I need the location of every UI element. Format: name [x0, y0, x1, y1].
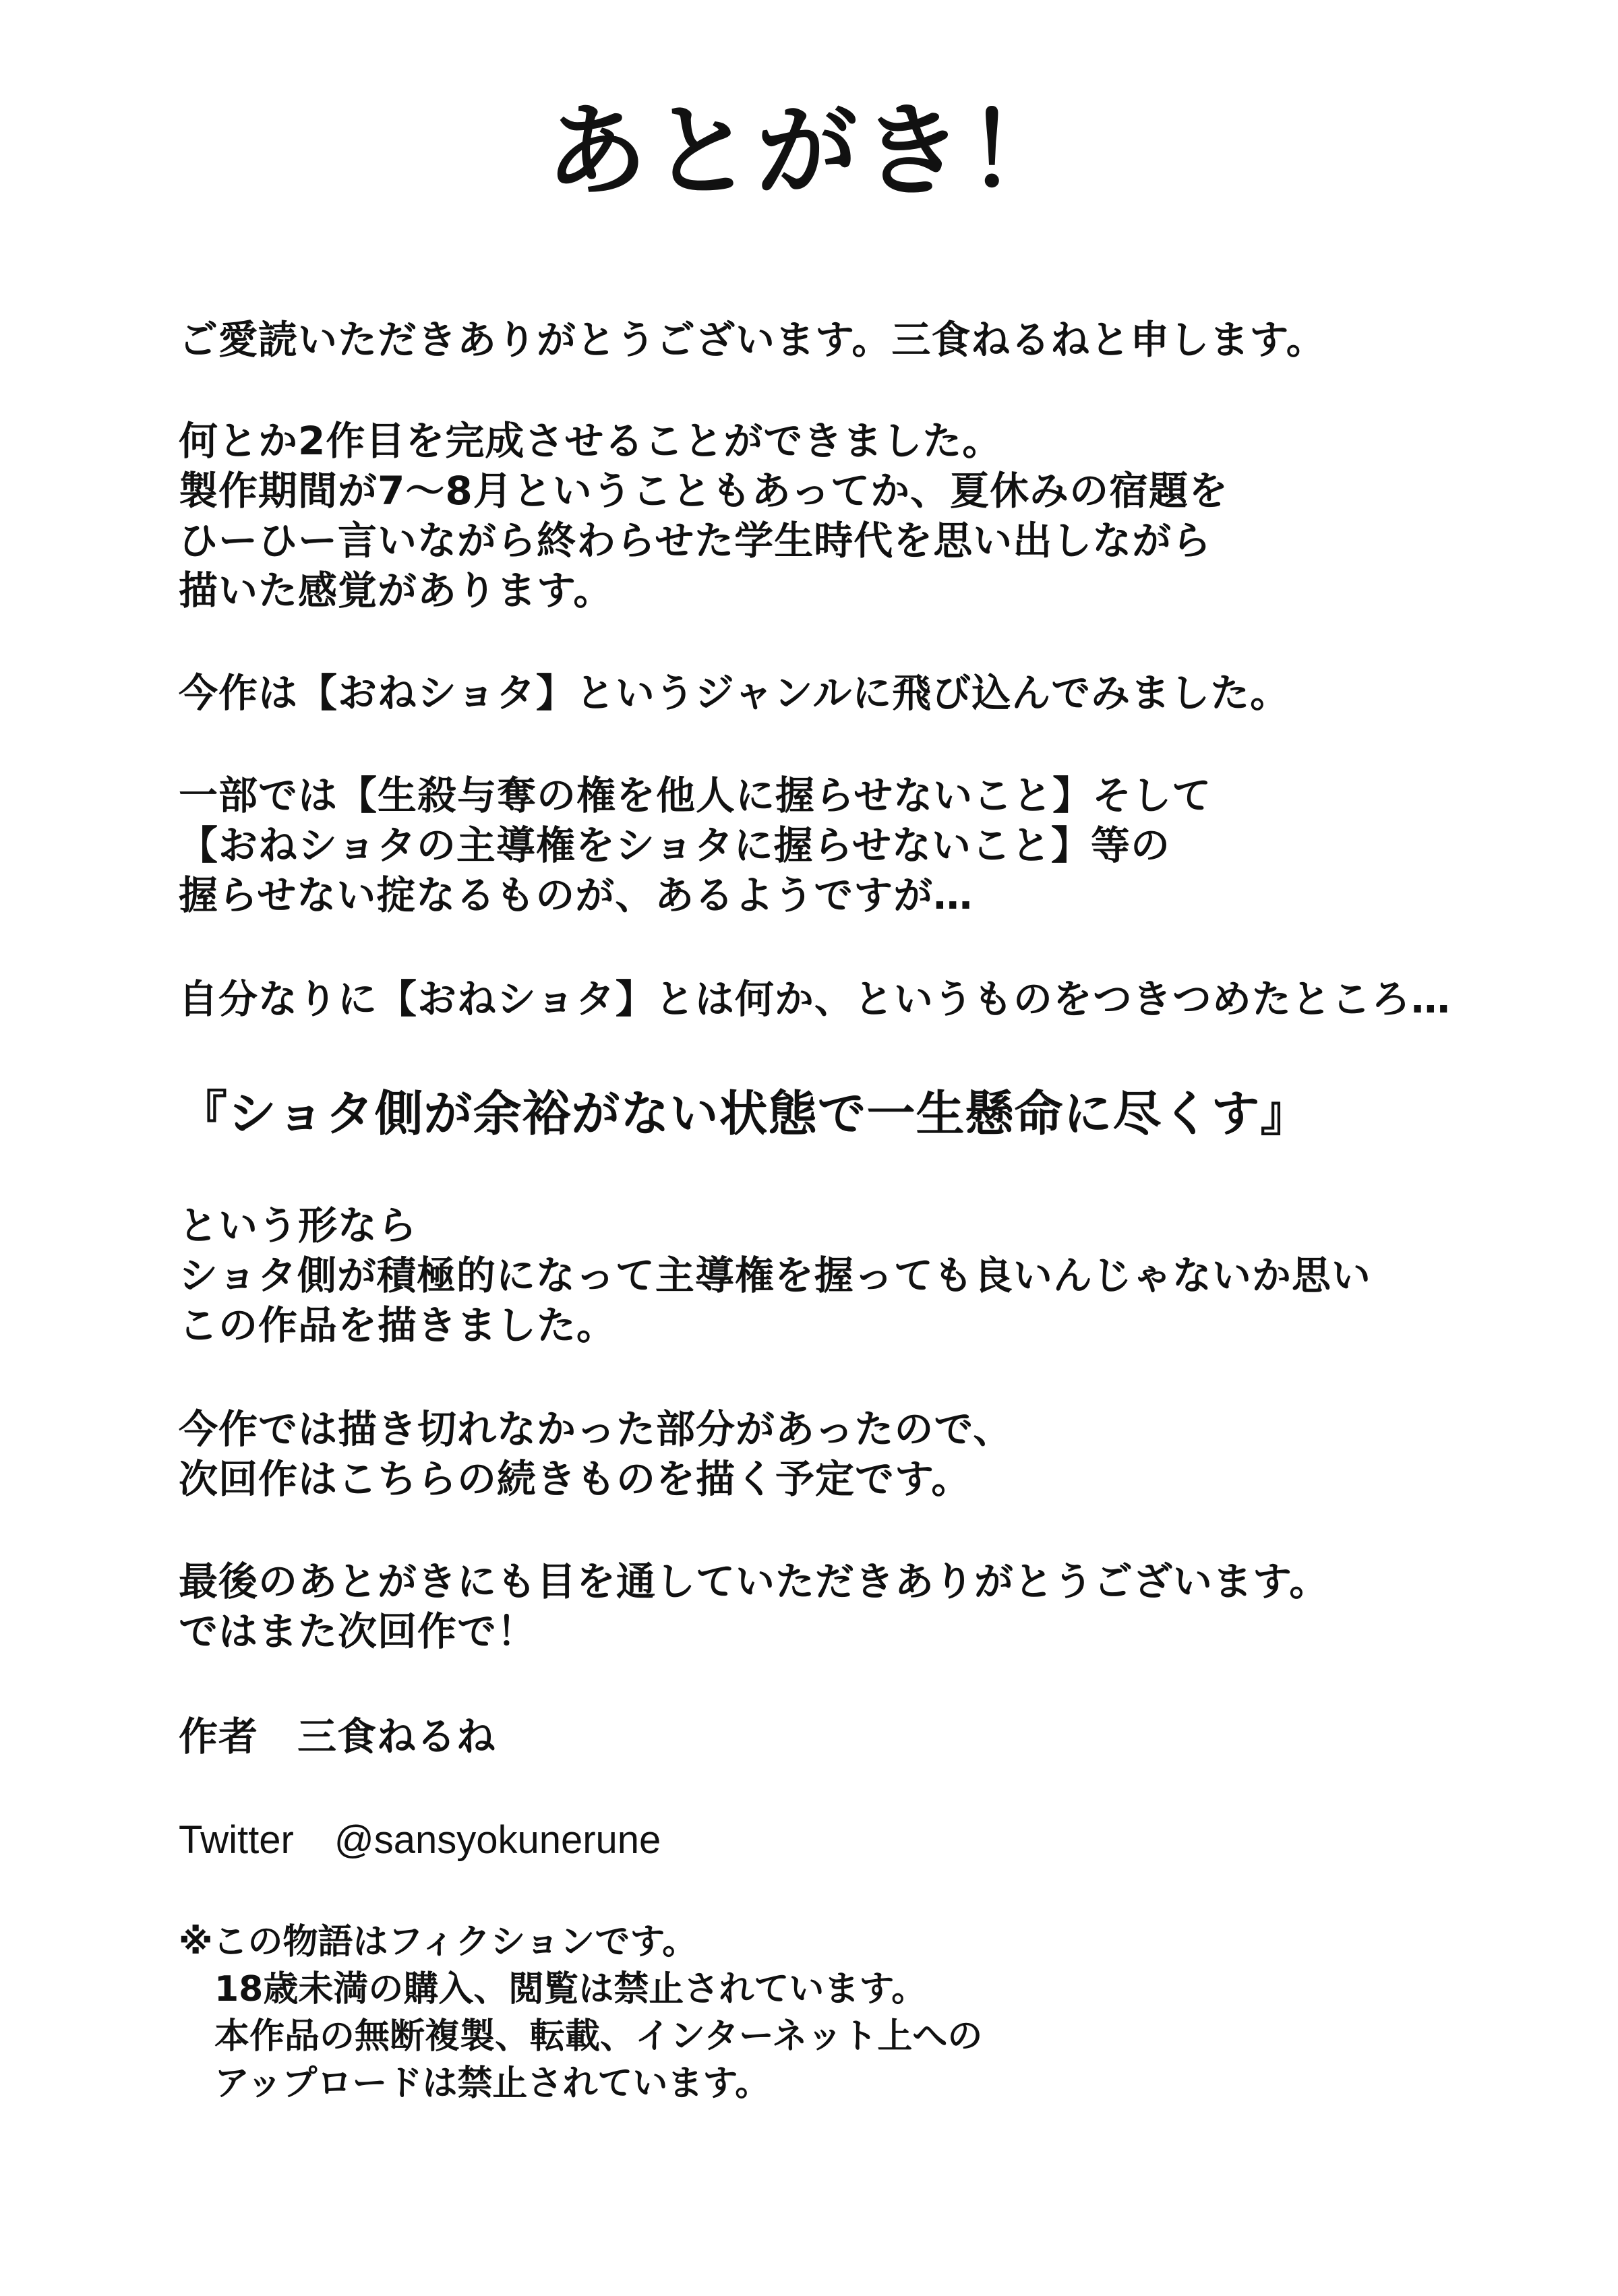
author-credit [179, 1714, 496, 1759]
body-line: 今作では描き切れなかった部分があったので、 [179, 1406, 1013, 1452]
body-line: ひーひー言いながら終わらせた学生時代を思い出しながら [179, 518, 1212, 564]
body-line: この作品を描きました。 [179, 1302, 617, 1348]
body-line: 製作期間が7～8月ということもあってか、夏休みの宿題を [179, 468, 1229, 514]
body-line: 握らせない掟なるものが、あるようですが… [179, 872, 973, 918]
disclaimer-line: 本作品の無断複製、転載、インターネット上への [214, 2016, 983, 2057]
body-line: 【おねショタの主導権をショタに握らせないこと】等の [179, 822, 1170, 868]
body-line: 自分なりに【おねショタ】とは何か、というものをつきつめたところ… [179, 976, 1451, 1022]
disclaimer-line: ※この物語はフィクションです。 [179, 1922, 698, 1962]
body-line: 次回作はこちらの続きものを描く予定です。 [179, 1456, 971, 1502]
greeting-line: ご愛読いただきありがとうございます。三食ねるねと申します。 [179, 317, 1326, 363]
twitter-label: Twitter [179, 1818, 294, 1862]
page-title: あとがき！ [545, 93, 1072, 210]
body-line: ではまた次回作で！ [179, 1608, 537, 1654]
author-label: 作者 [179, 1714, 259, 1759]
body-line: 今作は【おねショタ】というジャンルに飛び込んでみました。 [179, 670, 1290, 716]
author-name: 三食ねるね [297, 1714, 497, 1759]
body-line: 何とか2作目を完成させることができました。 [179, 418, 1002, 464]
twitter-handle: @sansyokunerune [334, 1818, 661, 1862]
body-line: ショタ側が積極的になって主導権を握っても良いんじゃないか思い [179, 1252, 1371, 1298]
disclaimer-line: アップロードは禁止されています。 [214, 2063, 771, 2104]
emphasis-quote: 『ショタ側が余裕がない状態で一生懸命に尽くす』 [179, 1085, 1310, 1142]
body-line: という形なら [179, 1203, 418, 1248]
body-line: 一部では【生殺与奪の権を他人に握らせないこと】そして [179, 773, 1212, 818]
twitter-credit [179, 1817, 661, 1863]
disclaimer-line: 18歳未満の購入、閲覧は禁止されています。 [214, 1969, 927, 2010]
body-line: 描いた感覚があります。 [179, 568, 613, 613]
body-line: 最後のあとがきにも目を通していただきありがとうございます。 [179, 1559, 1329, 1604]
